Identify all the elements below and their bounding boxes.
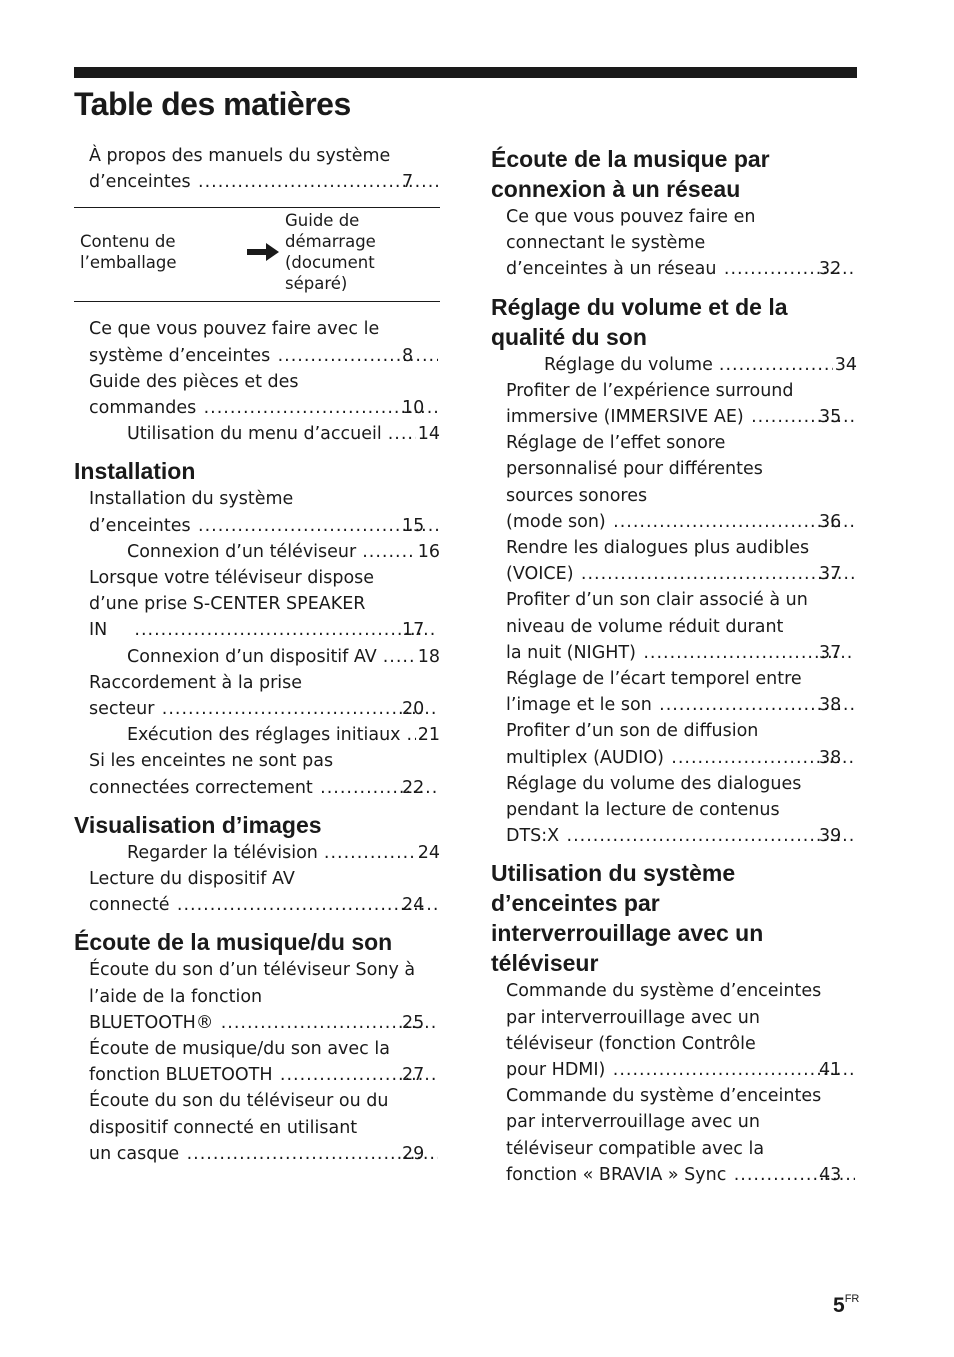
toc-entry[interactable]: Si les enceintes ne sont pas connectées correctement ..... 22: [89, 748, 440, 800]
page-title: Table des matières: [74, 86, 351, 122]
toc-entry-text: Regarder la télévision: [127, 842, 318, 863]
toc-entry-text: À propos des manuels du système: [89, 146, 391, 166]
toc-entry-text: Utilisation du menu d’accueil: [127, 424, 382, 445]
toc-entry-text: Réglage du volume des dialogues: [506, 773, 802, 794]
toc-entry[interactable]: Commande du système d’enceintes par interverrouillage avec un téléviseur compatible avec la fonction « BRAVIA » Sync ..... 43: [506, 1083, 857, 1188]
dot-leader: [407, 722, 416, 748]
toc-page-number: 21: [417, 725, 440, 746]
toc-page-number: 34: [834, 354, 857, 375]
box-text-line: (document: [285, 253, 375, 273]
box-left-label: [80, 231, 177, 273]
toc-entry[interactable]: Profiter d’un son clair associé à un niveau de volume réduit durant la nuit (NIGHT) ..... 37: [506, 587, 857, 666]
toc-entry-text: Commande du système d’enceintes: [506, 981, 822, 1002]
toc-entry[interactable]: [506, 352, 857, 378]
toc-entry-text: Profiter de l’expérience surround: [506, 380, 794, 401]
section-entries: [74, 486, 440, 800]
right-column: [491, 143, 857, 1188]
section-heading[interactable]: Écoute de la musique/du son: [74, 929, 393, 956]
after-box-entries: [74, 316, 440, 447]
section-heading-line: Utilisation du système: [491, 860, 736, 887]
toc-entry-text: pour HDMI): [506, 1060, 606, 1081]
box-text-line: l’emballage: [80, 253, 177, 273]
toc-page-number: 18: [417, 646, 440, 667]
intro-entries: [74, 143, 440, 195]
box-text-line: séparé): [285, 274, 348, 294]
toc-entry[interactable]: Ce que vous pouvez faire en connectant le système d’enceintes à un réseau ..... 32: [506, 204, 857, 283]
toc-entry-text: niveau de volume réduit durant: [506, 616, 784, 637]
toc-entry[interactable]: Rendre les dialogues plus audibles (VOICE) ..... 37: [506, 535, 857, 587]
toc-entry-text: Profiter d’un son de diffusion: [506, 721, 759, 742]
toc-entry-text: (mode son): [506, 511, 606, 532]
box-text-line: Guide de: [285, 211, 360, 231]
toc-entry[interactable]: [89, 840, 440, 866]
title-rule: [74, 67, 857, 78]
toc-entry-text: dispositif connecté en utilisant: [89, 1117, 358, 1138]
toc-entry-text: Ce que vous pouvez faire avec le: [89, 319, 380, 340]
section-heading[interactable]: Installation: [74, 458, 196, 485]
toc-entry-text: Écoute de musique/du son avec la: [89, 1039, 390, 1060]
toc-entry[interactable]: [89, 421, 440, 447]
toc-entry-text: Réglage de l’effet sonore: [506, 433, 726, 454]
toc-entry[interactable]: Guide des pièces et des commandes ..... 10: [89, 369, 440, 421]
toc-entry-text: Lecture du dispositif AV: [89, 869, 295, 890]
toc-entry-text: d’enceintes: [89, 515, 191, 536]
section-entries: [491, 352, 857, 850]
toc-entry[interactable]: [89, 722, 440, 748]
toc-entry-text: Connexion d’un téléviseur: [127, 541, 357, 562]
toc-entry[interactable]: Profiter d’un son de diffusion multiplex (AUDIO) ..... 38: [506, 718, 857, 770]
toc-entry-text: Écoute du son d’un téléviseur Sony à: [89, 960, 416, 981]
toc-entry-text: Profiter d’un son clair associé à un: [506, 590, 808, 611]
toc-entry-text: DTS:X: [506, 826, 560, 847]
right-arrow-icon: [246, 242, 280, 262]
toc-entry-text: Si les enceintes ne sont pas: [89, 751, 334, 772]
dot-leader: [176, 892, 438, 918]
toc-page-number: 24: [417, 842, 440, 863]
toc-entry-text: d’une prise S-CENTER SPEAKER: [89, 594, 366, 615]
toc-entry[interactable]: Commande du système d’enceintes par interverrouillage avec un téléviseur (fonction Contrôle pour HDMI) ..... 41: [506, 978, 857, 1083]
toc-entry-text: la nuit (NIGHT): [506, 642, 636, 663]
section-heading[interactable]: [491, 283, 857, 352]
toc-entry-text: Écoute du son du téléviseur ou du: [89, 1091, 389, 1112]
toc-entry[interactable]: Réglage de l’écart temporel entre l’image et le son ..... 38: [506, 666, 857, 718]
toc-entry-text: Ce que vous pouvez faire en: [506, 207, 756, 227]
section-entries: [491, 204, 857, 283]
toc-entry-text: téléviseur compatible avec la: [506, 1138, 765, 1159]
toc-entry[interactable]: Installation du système d’enceintes ..... 15: [89, 486, 440, 538]
toc-entry-text: secteur: [89, 699, 155, 720]
toc-entry-text: d’enceintes à un réseau: [506, 259, 717, 280]
section-heading[interactable]: Visualisation d’images: [74, 811, 322, 838]
toc-entry-text: Exécution des réglages initiaux: [127, 725, 401, 746]
dot-leader: [580, 561, 855, 587]
dot-leader: [388, 421, 416, 447]
toc-entry-text: commandes: [89, 398, 197, 419]
toc-entry[interactable]: Ce que vous pouvez faire avec le système d’enceintes ..... 8: [89, 316, 440, 368]
toc-entry-text: immersive (IMMERSIVE AE): [506, 407, 744, 428]
toc-entry-text: (VOICE): [506, 564, 574, 585]
left-column: [74, 143, 440, 1167]
dot-leader: [362, 539, 416, 565]
section-heading[interactable]: [491, 143, 857, 204]
toc-page-number: 16: [417, 541, 440, 562]
toc-page-number: 14: [417, 424, 440, 445]
toc-entry[interactable]: Profiter de l’expérience surround immersive (IMMERSIVE AE) ..... 35: [506, 378, 857, 430]
toc-entry-text: Lorsque votre téléviseur dispose: [89, 568, 375, 589]
section-heading-line: qualité du son: [491, 323, 647, 350]
dot-leader: [276, 343, 438, 369]
toc-entry-text: l’aide de la fonction: [89, 986, 263, 1007]
section-heading-line: connexion à un réseau: [491, 176, 741, 202]
toc-entry-text: connectant le système: [506, 233, 706, 254]
section-entries: [74, 840, 440, 919]
section-heading[interactable]: [491, 849, 857, 978]
dot-leader: [324, 840, 416, 866]
dot-leader: [133, 617, 438, 643]
dot-leader: [185, 1141, 438, 1167]
section-heading-line: Réglage du volume et de la: [491, 293, 788, 320]
toc-entry-text: un casque: [89, 1143, 180, 1164]
toc-entry[interactable]: Écoute du son du téléviseur ou du dispositif connecté en utilisant un casque ..... 29: [89, 1088, 440, 1167]
dot-leader: [565, 823, 855, 849]
left-sections: [74, 447, 440, 1167]
toc-entry[interactable]: Réglage de l’effet sonore personnalisé pour différentes sources sonores (mode son) ..... 36: [506, 430, 857, 535]
toc-entry-text: système d’enceintes: [89, 345, 271, 366]
toc-entry-text: connectées correctement: [89, 777, 313, 798]
toc-entry-text: l’image et le son: [506, 695, 652, 716]
toc-entry-text: pendant la lecture de contenus: [506, 800, 780, 821]
toc-entry-text: multiplex (AUDIO): [506, 747, 664, 768]
section-heading-line: d’enceintes par: [491, 890, 660, 917]
page-number: $5^{FR}$: [833, 1293, 860, 1317]
toc-entry[interactable]: [89, 644, 440, 670]
toc-entry[interactable]: Réglage du volume des dialogues pendant la lecture de contenus DTS:X ..... 39: [506, 771, 857, 850]
toc-entry-text: connecté: [89, 895, 170, 916]
toc-entry[interactable]: Écoute de musique/du son avec la fonction BLUETOOTH ..... 27: [89, 1036, 440, 1088]
toc-entry-text: sources sonores: [506, 485, 648, 506]
toc-entry[interactable]: Lecture du dispositif AV connecté ..... 24: [89, 866, 440, 918]
toc-entry-text: Raccordement à la prise: [89, 672, 303, 693]
toc-entry[interactable]: À propos des manuels du système d’enceintes ..... 7: [89, 143, 440, 195]
toc-entry-text: BLUETOOTH®: [89, 1012, 214, 1033]
toc-entry[interactable]: Lorsque votre téléviseur dispose d’une prise S-CENTER SPEAKER IN ..... 17: [89, 565, 440, 644]
toc-entry-text: fonction BLUETOOTH: [89, 1065, 273, 1086]
toc-entry-text: d’enceintes: [89, 172, 191, 193]
toc-entry-text: Connexion d’un dispositif AV: [127, 646, 377, 667]
toc-entry-text: Installation du système: [89, 489, 294, 510]
toc-entry-text: Rendre les dialogues plus audibles: [506, 538, 810, 559]
section-heading-line: Écoute de la musique par: [491, 146, 770, 172]
dot-leader: [383, 644, 416, 670]
toc-entry-text: fonction « BRAVIA » Sync: [506, 1164, 727, 1185]
toc-entry-text: par interverrouillage avec un: [506, 1007, 760, 1028]
dot-leader: [160, 696, 438, 722]
section-heading-line: interverrouillage avec un: [491, 920, 764, 947]
section-heading-line: téléviseur: [491, 950, 599, 977]
toc-entry[interactable]: Écoute du son d’un téléviseur Sony à l’aide de la fonction BLUETOOTH® ..... 25: [89, 957, 440, 1036]
toc-entry-text: par interverrouillage avec un: [506, 1112, 760, 1133]
toc-entry[interactable]: Raccordement à la prise secteur ..... 20: [89, 670, 440, 722]
box-right-label: [285, 210, 376, 294]
toc-entry[interactable]: [89, 539, 440, 565]
toc-entry-text: Commande du système d’enceintes: [506, 1086, 822, 1107]
toc-entry-text: personnalisé pour différentes: [506, 459, 763, 480]
box-text-line: Contenu de: [80, 232, 176, 252]
toc-entry-text: téléviseur (fonction Contrôle: [506, 1033, 756, 1054]
toc-entry-text: Réglage du volume: [544, 354, 713, 375]
package-contents-box: [74, 207, 440, 302]
section-entries: [491, 978, 857, 1188]
section-entries: [74, 957, 440, 1167]
toc-entry-text: Guide des pièces et des: [89, 371, 299, 392]
box-text-line: démarrage: [285, 232, 376, 252]
toc-entry-text: Réglage de l’écart temporel entre: [506, 669, 802, 690]
dot-leader: [719, 352, 833, 378]
